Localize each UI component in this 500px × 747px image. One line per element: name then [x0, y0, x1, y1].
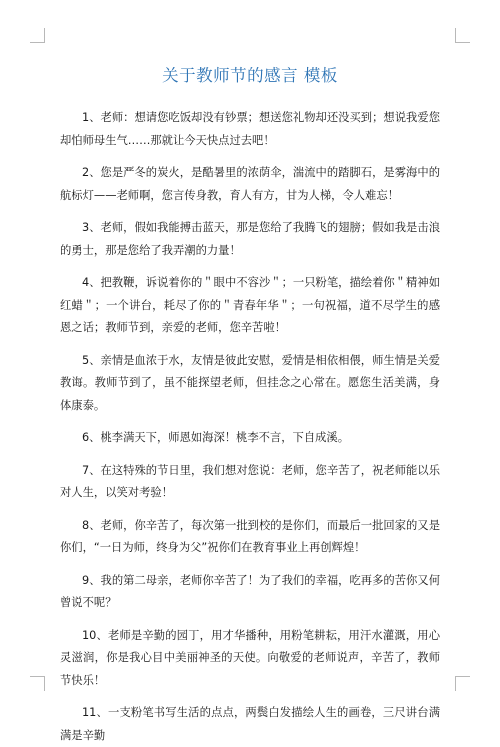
paragraph-7: 7、在这特殊的节日里，我们想对您说：老师，您辛苦了，祝老师能以乐对人生，以笑对考验！	[60, 463, 440, 499]
document-body	[60, 107, 440, 742]
paragraph-4: 4、把教鞭，诉说着你的＂眼中不容沙＂；一只粉笔，描绘着你＂精神如红蜡＂；一个讲台，耗尽了你的＂青春年华＂；一句祝福，道不尽学生的感恩之话；教师节到，亲爱的老师，您辛苦啦！	[60, 276, 440, 334]
paragraph-5: 5、亲情是血浓于水，友情是彼此安慰，爱情是相依相偎，师生情是关爱教诲。教师节到了，虽不能探望老师，但挂念之心常在。愿您生活美满，身体康泰。	[60, 353, 440, 412]
crop-mark-top-left	[30, 28, 45, 43]
paragraph-10: 10、老师是辛勤的园丁，用才华播种，用粉笔耕耘，用汗水灌溉，用心灵滋润，你是我心目中美丽神圣的天使。向敬爱的老师说声，辛苦了，教师节快乐！	[60, 628, 440, 687]
paragraph-11: 11、一支粉笔书写生活的点点，两鬓白发描绘人生的画卷，三尺讲台满满是辛勤	[60, 706, 440, 742]
paragraph-3: 3、老师，假如我能搏击蓝天，那是您给了我腾飞的翅膀；假如我是击浪的勇士，那是您给了我弄潮的力量！	[60, 221, 440, 257]
crop-mark-bottom-left	[30, 676, 45, 691]
paragraph-2: 2、您是严冬的炭火，是酷暑里的浓荫伞，湍流中的踏脚石，是雾海中的航标灯——老师啊，您言传身教，育人有方，甘为人梯，令人难忘！	[60, 166, 440, 202]
paragraph-1: 1、老师：想请您吃饭却没有钞票；想送您礼物却还没买到；想说我爱您却怕师母生气……那就让今天快点过去吧！	[60, 111, 440, 147]
document-title: 关于教师节的感言 模板	[162, 66, 338, 85]
crop-mark-bottom-right	[455, 676, 470, 691]
paragraph-8: 8、老师，你辛苦了，每次第一批到校的是你们，而最后一批回家的又是你们，“一日为师，终身为父”祝你们在教育事业上再创辉煌！	[60, 518, 440, 554]
paragraph-6: 6、桃李满天下，师恩如海深！桃李不言，下自成溪。	[82, 431, 350, 444]
paragraph-9: 9、我的第二母亲，老师你辛苦了！为了我们的幸福，吃再多的苦你又何曾说不呢？	[60, 573, 440, 609]
crop-mark-top-right	[455, 28, 470, 43]
